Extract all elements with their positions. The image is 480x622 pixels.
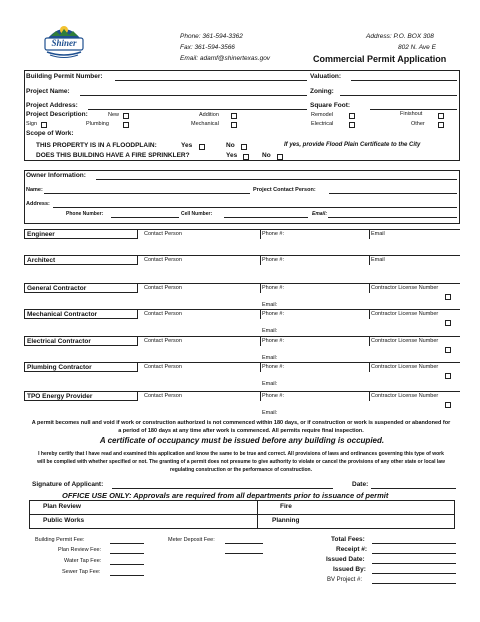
owner-email-label: Email: [312, 211, 328, 217]
contractor-row [24, 309, 460, 334]
contractor-email-field[interactable]: Email: [262, 381, 278, 387]
remodel-checkbox[interactable] [349, 113, 355, 119]
header-phone: Phone: 361-594-3362 [180, 33, 243, 40]
new-label: New [108, 112, 120, 118]
owner-information-label: Owner Information: [26, 172, 86, 179]
floodplain-question: THIS PROPERTY IS IN A FLOODPLAIN: [36, 142, 157, 149]
contractor-row-rule [138, 229, 460, 230]
contractor-row [24, 336, 460, 361]
contractor-row-rule [138, 362, 460, 363]
project-contact-person-field[interactable] [329, 193, 457, 194]
addition-checkbox[interactable] [231, 113, 237, 119]
owner-name-field[interactable] [44, 193, 250, 194]
meter-deposit-fee-label: Meter Deposit Fee: [168, 537, 215, 543]
sprinkler-question: DOES THIS BUILDING HAVE A FIRE SPRINKLER? [36, 152, 190, 159]
certificate-of-occupancy-notice: A certificate of occupancy must be issued before any building is occupied. [99, 436, 385, 445]
issued-date-field[interactable] [372, 563, 456, 564]
owner-phone-label: Phone Number: [66, 211, 104, 217]
sprinkler-yes-checkbox[interactable] [243, 154, 249, 160]
contractor-column-divider [369, 391, 370, 401]
owner-address-field[interactable] [53, 207, 457, 208]
permit-void-notice: A permit becomes null and void if work or construction authorized is not commenced within 180 days, or if construction or work is suspended or abandoned for a period of 180 days at any time after work is commenced. All permits require final inspection. [31, 420, 451, 434]
contractor-role-label: Mechanical Contractor [24, 309, 138, 319]
floodplain-yes-checkbox[interactable] [199, 144, 205, 150]
project-name-label: Project Name: [26, 88, 70, 95]
contractor-role-label: TPO Energy Provider [24, 391, 138, 401]
zoning-field[interactable] [340, 95, 457, 96]
sign-label: Sign [26, 121, 38, 127]
contractor-row [24, 255, 460, 277]
plumbing-checkbox[interactable] [123, 122, 129, 128]
scope-of-work-label: Scope of Work: [26, 130, 74, 137]
square-foot-label: Square Foot: [310, 102, 351, 109]
logo-text: Shiner [51, 38, 77, 48]
phone-field[interactable]: Phone #: [262, 393, 285, 399]
license-number-field[interactable]: Contractor License Number [371, 285, 439, 291]
date-field[interactable] [371, 488, 456, 489]
addition-label: Addition [199, 112, 219, 118]
phone-field[interactable]: Phone #: [262, 257, 285, 263]
contractor-column-divider [369, 309, 370, 319]
issued-date-label: Issued Date: [326, 556, 365, 563]
sprinkler-yes-label: Yes [226, 152, 238, 159]
flood-certificate-note: If yes, provide Flood Plain Certificate to the City [284, 142, 421, 148]
city-logo [42, 20, 86, 60]
project-name-field[interactable] [80, 95, 307, 96]
plan-review-fee-label: Plan Review Fee: [58, 547, 102, 553]
contractor-email-field[interactable]: Email: [262, 410, 278, 416]
contractor-column-divider [260, 309, 261, 319]
license-number-field[interactable]: Contractor License Number [371, 311, 439, 317]
new-checkbox[interactable] [123, 113, 129, 119]
license-number-field[interactable]: Contractor License Number [371, 338, 439, 344]
contractor-role-label: Architect [24, 255, 138, 265]
meter-deposit-fee-field-2[interactable] [225, 553, 263, 554]
contact-person-field[interactable]: Contact Person [144, 311, 182, 317]
water-tap-fee-label: Water Tap Fee: [64, 558, 102, 564]
electrical-label: Electrical [311, 121, 334, 127]
owner-information-field[interactable] [96, 179, 457, 180]
building-permit-number-field[interactable] [115, 80, 307, 81]
project-description-label: Project Description: [26, 111, 88, 118]
applicant-certification-text: I hereby certify that I have read and examined this application and know the same to be true and correct. All provisions of laws and ordinances governing this type of work will be complied with whether specified or not. The granting of a permit does not presume to give authority to violate or cancel the provisions of any other state or local law regulating construction or the performance of construction. [37, 451, 445, 473]
floodplain-yes-label: Yes [181, 142, 193, 149]
header-address-line1: Address: P.O. BOX 308 [366, 33, 434, 40]
signature-field[interactable] [112, 488, 333, 489]
building-permit-fee-label: Building Permit Fee: [35, 537, 85, 543]
total-fees-field[interactable] [372, 543, 456, 544]
contractor-column-divider [260, 229, 261, 239]
license-checkbox[interactable] [445, 347, 451, 353]
building-permit-fee-field[interactable] [110, 543, 144, 544]
contractor-column-divider [260, 336, 261, 346]
valuation-field[interactable] [351, 80, 457, 81]
other-label: Other [411, 121, 425, 127]
mechanical-label: Mechanical [191, 121, 219, 127]
license-checkbox[interactable] [445, 373, 451, 379]
contact-person-field[interactable]: Contact Person [144, 393, 182, 399]
contractor-column-divider [260, 255, 261, 265]
phone-field[interactable]: Phone #: [262, 285, 285, 291]
receipt-field[interactable] [372, 553, 456, 554]
contractor-column-divider [260, 283, 261, 293]
contractor-email-field[interactable]: Email: [262, 355, 278, 361]
contractor-row-rule [138, 336, 460, 337]
contractor-row [24, 229, 460, 251]
electrical-checkbox[interactable] [349, 122, 355, 128]
contractor-row [24, 362, 460, 387]
contractor-row [24, 283, 460, 308]
sewer-tap-fee-field[interactable] [110, 575, 144, 576]
public-works-approval[interactable]: Public Works [43, 517, 85, 524]
contractor-role-label: Engineer [24, 229, 138, 239]
phone-field[interactable]: Phone #: [262, 338, 285, 344]
contractor-row-rule [138, 283, 460, 284]
contractor-column-divider [260, 362, 261, 372]
contractor-row [24, 391, 460, 416]
zoning-label: Zoning: [310, 88, 334, 95]
owner-name-label: Name: [26, 187, 43, 193]
sprinkler-no-label: No [262, 152, 271, 159]
owner-address-label: Address: [26, 201, 50, 207]
finishout-label: Finishout [400, 111, 423, 117]
phone-field[interactable]: Phone #: [262, 311, 285, 317]
form-title: Commercial Permit Application [313, 54, 447, 64]
contractor-row-rule [138, 255, 460, 256]
contractor-column-divider [369, 336, 370, 346]
license-checkbox[interactable] [445, 402, 451, 408]
email-field[interactable]: Email [371, 257, 385, 263]
date-label: Date: [352, 481, 369, 488]
plumbing-label: Plumbing [86, 121, 109, 127]
contractor-column-divider [369, 229, 370, 239]
finishout-checkbox[interactable] [438, 113, 444, 119]
sign-checkbox[interactable] [41, 122, 47, 128]
issued-by-field[interactable] [372, 573, 456, 574]
contact-person-field[interactable]: Contact Person [144, 338, 182, 344]
plan-review-fee-field[interactable] [110, 553, 144, 554]
plan-review-approval[interactable]: Plan Review [43, 503, 81, 510]
license-checkbox[interactable] [445, 320, 451, 326]
building-permit-number-label: Building Permit Number: [26, 73, 103, 80]
remodel-label: Remodel [311, 112, 334, 118]
contractor-row-rule [138, 309, 460, 310]
receipt-label: Receipt #: [336, 546, 368, 553]
contractor-email-field[interactable]: Email: [262, 328, 278, 334]
floodplain-no-label: No [226, 142, 235, 149]
mechanical-checkbox[interactable] [231, 122, 237, 128]
license-number-field[interactable]: Contractor License Number [371, 393, 439, 399]
square-foot-field[interactable] [370, 109, 457, 110]
project-address-label: Project Address: [26, 102, 78, 109]
contractor-column-divider [369, 283, 370, 293]
project-address-field[interactable] [88, 109, 307, 110]
contact-person-field[interactable]: Contact Person [144, 285, 182, 291]
valuation-label: Valuation: [310, 73, 342, 80]
sewer-tap-fee-label: Sewer Tap Fee: [62, 569, 101, 575]
contractor-role-label: General Contractor [24, 283, 138, 293]
contractor-row-rule [138, 391, 460, 392]
water-tap-fee-field[interactable] [110, 564, 144, 565]
header-fax: Fax: 361-594-3566 [180, 44, 235, 51]
office-use-only-heading: OFFICE USE ONLY: Approvals are required from all departments prior to issuance of permit [62, 491, 389, 500]
contractor-column-divider [369, 255, 370, 265]
phone-field[interactable]: Phone #: [262, 364, 285, 370]
planning-approval[interactable]: Planning [272, 517, 300, 524]
owner-email-field[interactable] [328, 217, 457, 218]
total-fees-label: Total Fees: [331, 536, 365, 543]
contractor-email-field[interactable]: Email: [262, 302, 278, 308]
bv-project-label: BV Project #: [327, 577, 363, 583]
floodplain-no-checkbox[interactable] [241, 144, 247, 150]
approval-table-vertical-divider [257, 500, 258, 529]
contact-person-field[interactable]: Contact Person [144, 231, 182, 237]
owner-cell-label: Cell Number: [181, 211, 213, 217]
owner-phone-field[interactable] [111, 217, 179, 218]
owner-cell-field[interactable] [224, 217, 308, 218]
project-contact-person-label: Project Contact Person: [253, 187, 316, 193]
contractor-role-label: Plumbing Contractor [24, 362, 138, 372]
contractor-column-divider [369, 362, 370, 372]
license-checkbox[interactable] [445, 294, 451, 300]
fire-approval[interactable]: Fire [280, 503, 292, 510]
header-address-line2: 802 N. Ave E [398, 44, 436, 51]
license-number-field[interactable]: Contractor License Number [371, 364, 439, 370]
contractor-role-label: Electrical Contractor [24, 336, 138, 346]
phone-field[interactable]: Phone #: [262, 231, 285, 237]
bv-project-field[interactable] [372, 583, 456, 584]
approval-table-divider [29, 514, 455, 515]
other-checkbox[interactable] [438, 122, 444, 128]
sprinkler-no-checkbox[interactable] [277, 154, 283, 160]
header-email: Email: adamf@shinertexas.gov [180, 55, 271, 62]
issued-by-label: Issued By: [333, 566, 366, 573]
contractor-column-divider [260, 391, 261, 401]
signature-label: Signature of Applicant: [32, 481, 104, 488]
contact-person-field[interactable]: Contact Person [144, 364, 182, 370]
meter-deposit-fee-field[interactable] [225, 543, 263, 544]
contact-person-field[interactable]: Contact Person [144, 257, 182, 263]
email-field[interactable]: Email [371, 231, 385, 237]
